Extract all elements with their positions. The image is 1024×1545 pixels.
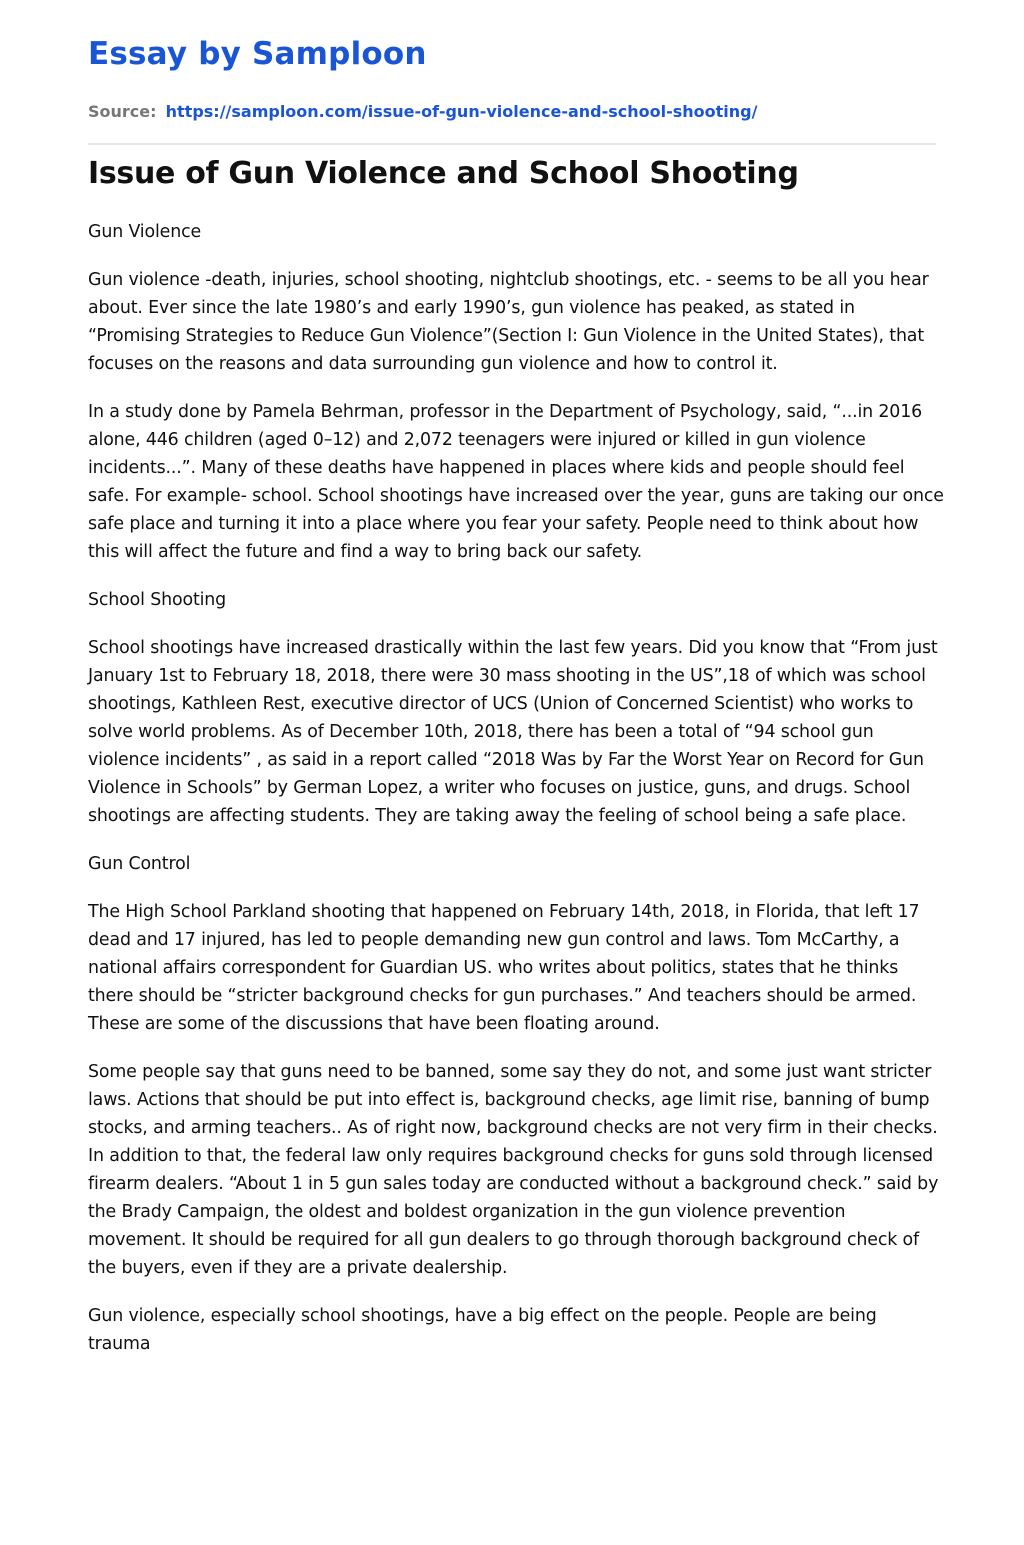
source-line (88, 102, 757, 121)
source-link[interactable]: https://samploon.com/issue-of-gun-violence-and-school-shooting/ (165, 102, 758, 121)
essay-body (88, 218, 944, 1378)
source-label: Source: (88, 102, 157, 121)
paragraph: The High School Parkland shooting that happened on February 14th, 2018, in Florida, that left 17 dead and 17 injured, has led to people demanding new gun control and laws. Tom McCarthy, a national affairs correspondent for Guardian US. who writes about politics, states that he thinks there should be “stricter background checks for gun purchases.” And teachers should be armed. These are some of the discussions that have been floating around. (88, 902, 920, 1034)
paragraph: School shootings have increased drastically within the last few years. Did you know that “From just January 1st to February 18, 2018, there were 30 mass shooting in the US”,18 of which was school shootings, Kathleen Rest, executive director of UCS (Union of Concerned Scientist) who works to solve world problems. As of December 10th, 2018, there has been a total of “94 school gun violence incidents” , as said in a report called “2018 Was by Far the Worst Year on Record for Gun Violence in Schools” by German Lopez, a writer who focuses on justice, guns, and drugs. School shootings are affecting students. They are taking away the feeling of school being a safe place. (88, 638, 938, 826)
paragraph: In a study done by Pamela Behrman, professor in the Department of Psychology, said, “...in 2016 alone, 446 children (aged 0–12) and 2,072 teenagers were injured or killed in gun violence incidents...”. Many of these deaths have happened in places where kids and people should feel safe. For example- school. School shootings have increased over the year, guns are taking our once safe place and turning it into a place where you fear your safety. People need to think about how this will affect the future and find a way to bring back our safety. (88, 402, 944, 562)
paragraph: Gun violence -death, injuries, school shooting, nightclub shootings, etc. - seems to be all you hear about. Ever since the late 1980’s and early 1990’s, gun violence has peaked, as stated in “Promising Strategies to Reduce Gun Violence”(Section I: Gun Violence in the United States), that focuses on the reasons and data surrounding gun violence and how to control it. (88, 270, 929, 374)
brand-title: Essay by Samploon (88, 36, 427, 72)
essay-title: Issue of Gun Violence and School Shooting (88, 156, 799, 191)
section-heading: Gun Violence (88, 222, 202, 242)
section-heading: School Shooting (88, 590, 227, 610)
header-divider (88, 143, 936, 145)
paragraph: Gun violence, especially school shootings, have a big effect on the people. People are being trauma (88, 1306, 877, 1354)
section-heading: Gun Control (88, 854, 191, 874)
paragraph: Some people say that guns need to be banned, some say they do not, and some just want stricter laws. Actions that should be put into effect is, background checks, age limit rise, banning of bump stocks, and arming teachers.. As of right now, background checks are not very firm in their checks. In addition to that, the federal law only requires background checks for guns sold through licensed firearm dealers. “About 1 in 5 gun sales today are conducted without a background check.” said by the Brady Campaign, the oldest and boldest organization in the gun violence prevention movement. It should be required for all gun dealers to go through thorough background check of the buyers, even if they are a private dealership. (88, 1062, 939, 1278)
